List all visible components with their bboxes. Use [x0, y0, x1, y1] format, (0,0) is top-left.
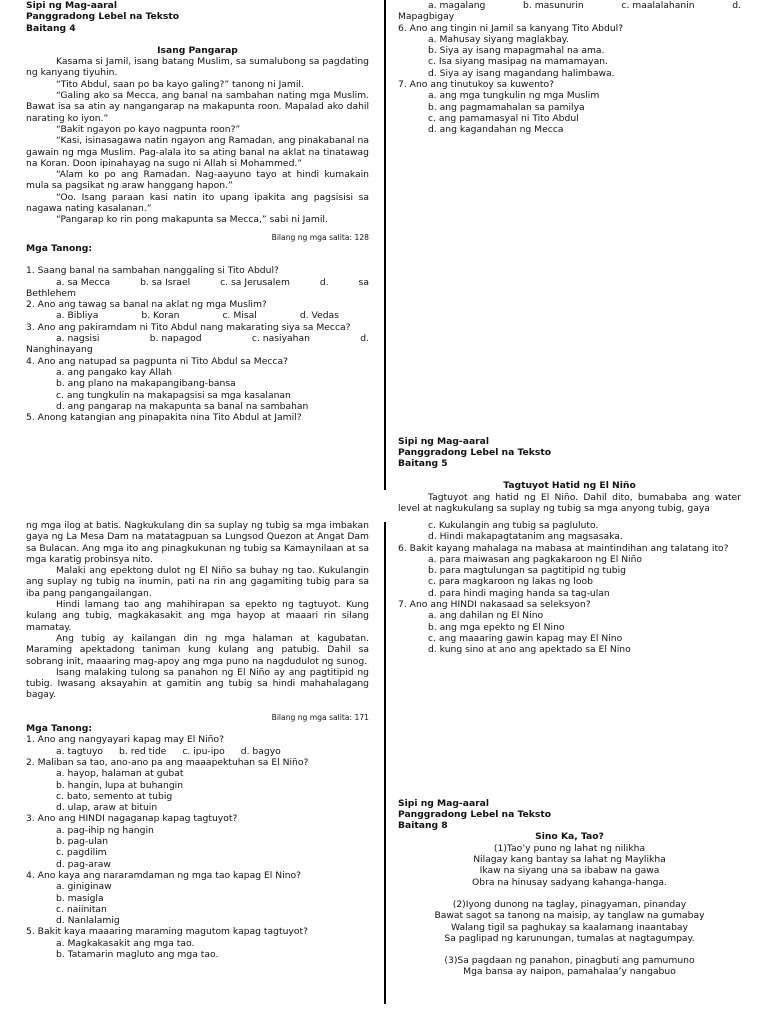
- word-count: Bilang ng mga salita: 128: [271, 232, 369, 242]
- option: a. ang mga tungkulin ng mga Muslim: [428, 90, 600, 102]
- option: a. magalang: [428, 0, 486, 11]
- option: d. Nanlalamig: [56, 915, 120, 927]
- option: a. Bibliya: [56, 310, 99, 322]
- option: b. para magtulungan sa pagtitipid ng tubig: [428, 565, 626, 577]
- option: b. sa Israel: [140, 276, 191, 288]
- question-6: 6. Bakit kayang mahalaga na mabasa at maintindihan ang talatang ito?: [398, 542, 729, 554]
- option: c. sa Jerusalem: [220, 276, 290, 288]
- story-paragraph: Kasama si Jamil, isang batang Muslim, sa sumalubong sa pagdating ng kanyang tiyuhin.: [26, 56, 369, 79]
- option: c. nasiyahan: [251, 333, 310, 345]
- poem-line: Mga bansa ay naipon, pamahalaa’y nangabuo: [463, 966, 676, 978]
- story-title: Tagtuyot Hatid ng El Niño: [503, 480, 636, 492]
- questions-heading: Mga Tanong:: [26, 723, 93, 735]
- option: c. ang maaaring gawin kapag may El Nino: [428, 632, 623, 644]
- poem-line: (3)Sa pagdaan ng panahon, pinagbuti ang pamumuno: [444, 955, 695, 967]
- option: c. Kukulangin ang tubig sa pagluluto.: [428, 520, 599, 531]
- page-grade-5-8: [0, 520, 768, 1024]
- option: c. ang pamamasyal ni Tito Abdul: [428, 112, 579, 124]
- option: a. Magkakasakit ang mga tao.: [56, 937, 195, 949]
- column-divider: [384, 0, 386, 490]
- option: d. ang pangarap na makapunta sa banal na sambahan: [56, 400, 309, 412]
- option: sa: [358, 276, 369, 288]
- option: a. hayop, halaman at gubat: [56, 768, 184, 780]
- story-paragraph: “Galing ako sa Mecca, ang banal na sambahan nating mga Muslim. Bawat isa sa atin ay nangangarap na makapunta roon. Mapalad ako dahil narating ko iyon.”: [26, 90, 369, 124]
- option: a. tagtuyo: [56, 745, 104, 757]
- option-wrap: Bethlehem: [26, 287, 77, 299]
- option: a. nagsisi: [56, 333, 100, 345]
- story-paragraph: “Tito Abdul, saan po ba kayo galing?” tanong ni Jamil.: [56, 78, 304, 90]
- option: c. Isa siyang masipag na mamamayan.: [428, 56, 608, 68]
- story-paragraph: Isang malaking tulong sa panahon ng El Niño ay ang pagtitipid ng tubig. Iwasang aksayahin at gamitin ang tubig sa hindi mahahalagang bagay.: [26, 666, 369, 701]
- story-paragraph: “Alam ko po ang Ramadan. Nag-aayuno tayo at hindi kumakain mula sa pagsikat ng araw hanggang hapon.”: [26, 169, 369, 192]
- option: c. Misal: [222, 310, 257, 322]
- header-grade: Baitang 5: [398, 458, 448, 470]
- question-1: 1. Ano ang nangyayari kapag may El Niño?: [26, 734, 224, 746]
- option: a. ang dahilan ng El Nino: [428, 610, 544, 622]
- question-6: 6. Ano ang tingin ni Jamil sa kanyang Tito Abdul?: [398, 22, 624, 34]
- option: b. ang plano na makapangibang-bansa: [56, 378, 236, 390]
- story-paragraph: “Bakit ngayon po kayo nagpunta roon?”: [56, 123, 241, 135]
- option-wrap: Nanghinayang: [26, 344, 93, 356]
- option: d. ulap, araw at bituin: [56, 802, 158, 814]
- question-3: 3. Ano ang HINDI nagaganap kapag tagtuyot?: [26, 813, 238, 825]
- option: d. bagyo: [240, 745, 281, 757]
- option: d. pag-araw: [56, 858, 111, 870]
- poem-line: Walang tigil sa paghukay sa kaalamang inaantabay: [450, 921, 688, 933]
- column-divider: [384, 522, 386, 1004]
- header-student-copy: Sipi ng Mag-aaral: [398, 435, 490, 447]
- questions-heading: Mga Tanong:: [26, 242, 93, 254]
- right-column: [398, 520, 741, 978]
- option: b. Siya ay isang mapagmahal na ama.: [428, 45, 605, 57]
- header-text-level: Panggradong Lebel na Teksto: [398, 808, 552, 820]
- header-grade: Baitang 8: [398, 820, 448, 832]
- poem-title: Sino Ka, Tao?: [535, 831, 604, 843]
- option-wrap: Mapagbigay: [398, 11, 455, 23]
- option: a. sa Mecca: [56, 276, 111, 288]
- option: c. maalalahanin: [621, 0, 695, 11]
- option: b. pag-ulan: [56, 836, 109, 848]
- option: c. ipu-ipo: [182, 745, 225, 757]
- option: a. ang pangako kay Allah: [56, 366, 172, 378]
- option: d.: [360, 333, 369, 345]
- poem-stanza: [398, 955, 741, 978]
- option: d. ang kagandahan ng Mecca: [428, 124, 564, 136]
- question-7: 7. Ano ang tinutukoy sa kuwento?: [398, 79, 555, 91]
- story-paragraph: “Pangarap ko rin pong makapunta sa Mecca,” sabi ni Jamil.: [56, 214, 328, 226]
- option: b. Tatamarin magluto ang mga tao.: [56, 948, 219, 960]
- option: b. masigla: [56, 892, 104, 904]
- option: b. masunurin: [523, 0, 584, 11]
- poem-stanza: [398, 899, 741, 944]
- story-paragraph: Tagtuyot ang hatid ng El Niño. Dahil dito, bumababa ang water level at nagkukulang sa suplay ng tubig sa mga anyong tubig, gaya: [398, 491, 741, 515]
- right-column: [398, 0, 741, 514]
- question-3-options: [26, 333, 369, 344]
- question-5-options: [398, 0, 741, 11]
- header-student-copy: Sipi ng Mag-aaral: [398, 797, 490, 809]
- header-text-level: Panggradong Lebel na Teksto: [398, 446, 552, 458]
- question-2-options: [26, 310, 369, 321]
- option: c. bato, semento at tubig: [56, 790, 173, 802]
- option: b. hangin, lupa at buhangin: [56, 779, 184, 791]
- story-paragraph: Hindi lamang tao ang mahihirapan sa epekto ng tagtuyot. Kung kulang ang tubig, magkakasakit ang mga hayop at maaari rin silang mamatay.: [26, 599, 369, 633]
- story-paragraph: “Oo. Isang paraan kasi natin ito upang ipakita ang pagsisisi sa nagawa nating kasalanan.”: [26, 191, 369, 215]
- option: a. para maiwasan ang pagkakaroon ng El Niño: [428, 553, 643, 565]
- option: b. Koran: [141, 310, 180, 322]
- option: b. red tide: [119, 745, 167, 757]
- option: b. ang mga epekto ng El Nino: [428, 621, 565, 633]
- header-text-level: Panggradong Lebel na Teksto: [26, 11, 180, 23]
- question-1-options: [26, 277, 369, 288]
- poem-stanza: [398, 843, 741, 888]
- header-student-copy: Sipi ng Mag-aaral: [26, 0, 118, 11]
- left-column: [26, 520, 369, 960]
- poem-line: Nilagay kang bantay sa lahat ng Maylikha: [473, 854, 666, 866]
- poem-line: Ikaw na siyang una sa ibabaw na gawa: [479, 865, 660, 877]
- word-count: Bilang ng mga salita: 171: [271, 712, 369, 722]
- question-5: 5. Anong katangian ang pinapakita nina Tito Abdul at Jamil?: [26, 412, 302, 424]
- question-2: 2. Ano ang tawag sa banal na aklat ng mga Muslim?: [26, 299, 267, 311]
- question-1-options: [26, 746, 369, 757]
- option: d.: [732, 0, 741, 11]
- option: a. pag-ihip ng hangin: [56, 824, 154, 836]
- poem-line: Sa paglipad ng karunungan, tumalas at nagtagumpay.: [444, 932, 695, 944]
- story-title: Isang Pangarap: [157, 44, 238, 56]
- story-paragraph: “Kasi, isinasagawa natin ngayon ang Ramadan, ang pinakabanal na gawain ng mga Muslim. Pag-alala ito sa ating banal na aklat na tinatawag na Koran. Doon ipinahayag na sugo ni Allah si Mohammed.”: [26, 135, 369, 169]
- option: c. para magkaroon ng lakas ng loob: [428, 576, 593, 588]
- option: d.: [319, 276, 329, 288]
- option: d. kung sino at ano ang apektado sa El Nino: [428, 644, 631, 656]
- story-paragraph: ng mga ilog at batis. Nagkukulang din sa suplay ng tubig sa mga imbakan gaya ng La Mesa Dam na matatagpuan sa Lungsod Quezon at Angat Dam sa Bulacan. Ang mga ito ang pinagkukunan ng tubig sa Kamaynilaan at sa mga karatig probinsya nito.: [26, 520, 369, 565]
- left-column: [26, 0, 369, 423]
- poem-line: (2)Iyong dunong na taglay, pinagyaman, pinanday: [452, 898, 687, 910]
- question-7: 7. Ano ang HINDI nakasaad sa seleksyon?: [398, 599, 591, 611]
- poem-line: Obra na hinusay sadyang kahanga-hanga.: [472, 876, 667, 888]
- question-3: 3. Ano ang pakiramdam ni Tito Abdul nang makarating siya sa Mecca?: [26, 321, 351, 333]
- story-paragraph: Ang tubig ay kailangan din ng mga halaman at kagubatan. Maraming apektadong taniman kung kulang ang patubig. Dahil sa sobrang init, maaaring mag-apoy ang mga puno na nagdudulot ng sunog.: [26, 632, 369, 667]
- option: c. pagdilim: [56, 847, 107, 859]
- option: a. giniginaw: [56, 881, 112, 893]
- poem-line: (1)Tao’y puno ng lahat ng nilikha: [493, 842, 646, 854]
- option: c. naiinitan: [56, 903, 107, 915]
- question-4: 4. Ano ang natupad sa pagpunta ni Tito Abdul sa Mecca?: [26, 355, 288, 367]
- poem-line: Bawat sagot sa tanong na maisip, ay tanglaw na gumabay: [434, 910, 705, 922]
- option: b. napagod: [149, 333, 202, 345]
- option: d. Hindi makapagtatanim ang magsasaka.: [428, 531, 623, 543]
- question-1: 1. Saang banal na sambahan nanggaling si Tito Abdul?: [26, 265, 279, 277]
- question-4: 4. Ano kaya ang nararamdaman ng mga tao kapag El Nino?: [26, 869, 302, 881]
- question-5: 5. Bakit kaya maaaring maraming magutom kapag tagtuyot?: [26, 926, 308, 938]
- option: b. ang pagmamahalan sa pamilya: [428, 101, 585, 113]
- option: a. Mahusay siyang maglakbay.: [428, 33, 569, 45]
- story-paragraph: Malaki ang epektong dulot ng El Niño sa buhay ng tao. Kukulangin ang suplay ng tubig na inumin, pati na rin ang gagamiting tubig para sa iba pang pangangailangan.: [26, 565, 369, 599]
- question-2: 2. Maliban sa tao, ano-ano pa ang maaapektuhan sa El Niño?: [26, 756, 309, 768]
- header-grade: Baitang 4: [26, 22, 76, 34]
- option: d. para hindi maging handa sa tag-ulan: [428, 587, 610, 599]
- option: d. Vedas: [299, 310, 339, 322]
- option: c. ang tungkulin na makapagsisi sa mga kasalanan: [56, 389, 291, 401]
- option: d. Siya ay isang magandang halimbawa.: [428, 67, 615, 79]
